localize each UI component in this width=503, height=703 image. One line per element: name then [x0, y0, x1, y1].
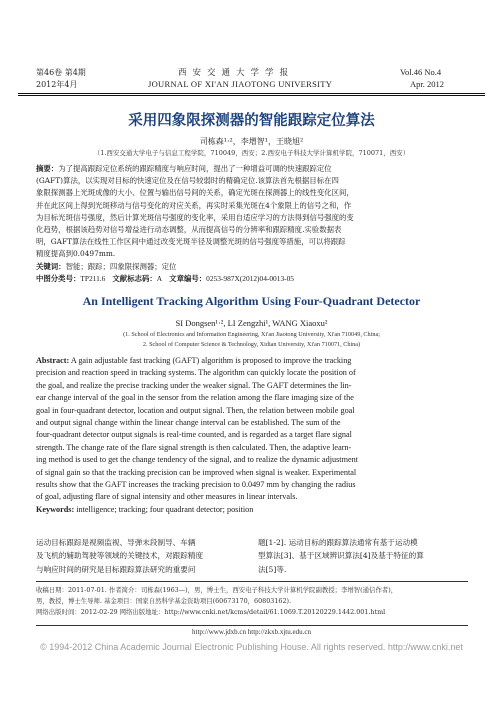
- body-left-column: [36, 536, 248, 576]
- abstract-cn-line: 化趋势，根据该趋势对信号增益进行动态调整，从而提高信号的分辨率和跟踪精度.实验数据表: [36, 225, 342, 235]
- keywords-en-text: intelligence; tracking; four quadrant detector; position: [76, 504, 254, 514]
- authors-en: SI Dongsen¹·², LI Zengzhi¹, WANG Xiaoxu²: [175, 318, 328, 328]
- paper-title-cn: 采用四象限探测器的智能跟踪定位算法: [128, 112, 375, 129]
- paper-title-en: An Intelligent Tracking Algorithm Using Four-Quadrant Detector: [82, 294, 421, 308]
- body-right-column: [258, 536, 470, 576]
- keywords-en: [36, 504, 468, 516]
- abstract-en-line: the goal, and realize the precise tracking under the weaker signal. The GAFT determines the lin-: [36, 380, 352, 390]
- date-en: Apr. 2012: [410, 79, 444, 89]
- abstract-en-line: and output signal change within the linear change interval can be established. The sum of the: [36, 418, 341, 428]
- classification-line: 中图分类号：TP211.6 文献标志码：A 文章编号：0253-987X(2012)04-0013-05: [36, 274, 294, 283]
- abstract-cn-line: 摘要：为了提高跟踪定位系统的跟踪精度与响应时间，提出了一种增益可调的快速跟踪定位: [36, 164, 332, 173]
- footnote-line: 收稿日期：2011-07-01. 作者简介：司栋森(1963—)，男，博士生，西安电子科技大学计算机学院副教授；李增智(通信作者)，: [36, 586, 398, 594]
- abstract-en-line: strength. The change rate of the flare signal strength is then calculated. Then, the adaptive learn-: [36, 442, 352, 452]
- abstract-cn-line: 象限探测器上光斑成像的大小、位置与输出信号间的关系，确定光斑在探测器上的线性变化区间，: [36, 188, 354, 198]
- abstract-en-line: results show that the GAFT increases the tracking precision to 0.0497 mm by changing the radius: [36, 480, 356, 490]
- body-line: 与响应时间的研究是目标跟踪算法研究的重要问: [36, 564, 196, 574]
- keywords-cn: [36, 261, 468, 273]
- keywords-en-label: Keywords:: [36, 504, 75, 514]
- footnote-line: 男，教授，博士生导师. 基金项目：国家自然科学基金资助项目(60673170，60803162).: [36, 597, 292, 605]
- cnki-watermark: © 1994-2012 China Academic Journal Electronic Publishing House. All rights reserved. http://www.cnki.net: [40, 642, 463, 652]
- abstract-en-label: Abstract:: [36, 356, 70, 365]
- header-rule-thin: [18, 95, 485, 96]
- keywords-cn-label: 关键词：: [36, 262, 66, 271]
- affiliations-en-line1: (1. School of Electronics and Information Engineering, Xi'an Jiaotong University, Xi'an 710049, China;: [123, 331, 380, 338]
- abstract-en-line: Abstract: A gain adjustable fast tracking (GAFT) algorithm is proposed to improve the tracking: [36, 356, 352, 365]
- abstract-cn: [36, 163, 468, 261]
- abstract-en-line: four-quadrant detector output signals is real-time counted, and is regarded as a target flare signal: [36, 430, 352, 440]
- abstract-cn-line: 为目标光斑信号强度，然后计算光斑信号强度的变化率，采用自适应学习的方法得到信号强度的变: [36, 212, 354, 222]
- body-line: 题[1-2]. 运动目标的跟踪算法通常有基于运动模: [258, 538, 418, 547]
- vol-no: Vol.46 No.4: [400, 67, 442, 77]
- abstract-en-line: of goal, adjusting flare of signal intensity and other measures in linear intervals.: [36, 492, 298, 502]
- footnotes: [36, 585, 476, 618]
- abstract-en-line: precision and reaction speed in tracking systems. The algorithm can quickly locate the position of: [36, 368, 356, 378]
- date-cn: 2012年4月: [36, 80, 78, 89]
- footnote-rule: [36, 581, 468, 582]
- keywords-cn-text: 智能；跟踪；四象限探测器；定位: [65, 262, 177, 271]
- footer-rule: [36, 625, 468, 626]
- abstract-en: [36, 355, 468, 516]
- abstract-en-line: ing method is used to get the change tendency of the signal, and to realize the dynamic adjustment: [36, 455, 358, 465]
- abstract-cn-line: 精度提高到0.0497mm.: [36, 249, 116, 259]
- affiliations-en-line2: 2. School of Computer Science & Technology, Xidian University, Xi'an 710071, China): [142, 341, 361, 348]
- body-line: 型算法[3]、基于区域辨识算法[4]及基于特征的算: [258, 551, 424, 561]
- body-line: 法[5]等.: [258, 564, 287, 574]
- volume-issue-cn: 第46卷 第4期: [36, 68, 86, 77]
- authors-cn: 司栋森¹·²，李增智¹，王晓旭²: [199, 137, 304, 146]
- journal-title-cn: 西安交通大学学报: [178, 68, 295, 78]
- header-rule: [18, 93, 485, 94]
- abstract-en-line: ear change interval of the goal in the sensor from the relation among the flare imaging size of the: [36, 393, 354, 403]
- footer-links[interactable]: http://www.jdxb.cn http://zkxb.xjtu.edu.cn: [192, 628, 311, 636]
- abstract-en-line: of signal gain so that the tracking precision can be improved when signal is weaker. Experimental: [36, 467, 357, 477]
- abstract-cn-line: 明，GAFT算法在线性工作区间中通过改变光斑半径及调整光斑的信号强度等措施，可以将跟踪: [36, 237, 346, 247]
- body-line: 及飞机的辅助驾驶等领域的关键技术，对跟踪精度: [36, 551, 204, 561]
- abstract-cn-line: 并在此区间上得到光斑移动与信号变化的对应关系，再实时采集光斑在4个象限上的信号之和，作: [36, 200, 352, 210]
- body-line: 运动目标跟踪是视频监视、导弹末段制导、车辆: [36, 538, 196, 547]
- abstract-cn-line: (GAFT)算法，以实现对目标的快速定位及在信号较弱时的精确定位.该算法首先根据目标在四: [36, 176, 339, 186]
- affiliations-cn: （1.西安交通大学电子与信息工程学院，710049，西安；2.西安电子科技大学计算机学院，710071，西安）: [93, 149, 410, 157]
- journal-title-en: JOURNAL OF XI'AN JIAOTONG UNIVERSITY: [148, 79, 333, 89]
- abstract-en-line: goal in four-quadrant detector, location and output signal. Then, the relation between mobile goal: [36, 405, 355, 415]
- footnote-line: 网络出版时间：2012-02-29 网络出版地址：http://www.cnki.net/kcms/detail/61.1069.T.20120229.1442.001.html: [36, 608, 386, 616]
- abstract-cn-label: 摘要：: [36, 164, 59, 173]
